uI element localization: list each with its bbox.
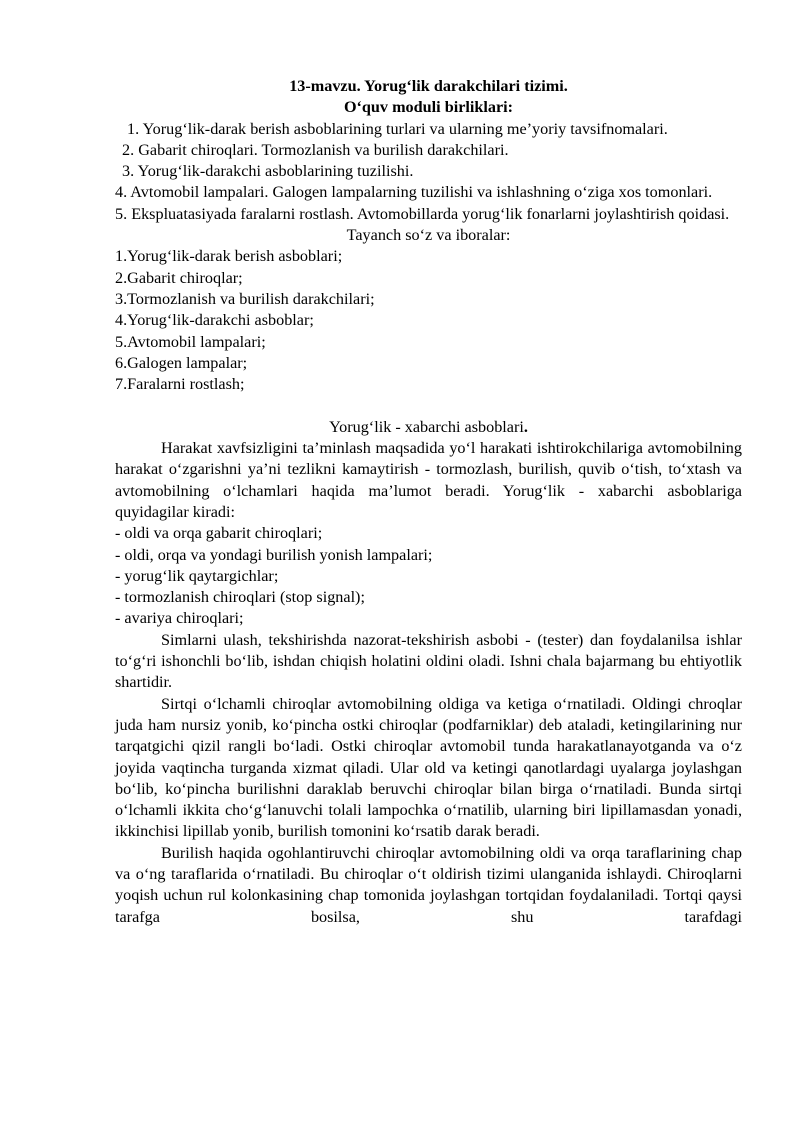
document-page (115, 76, 751, 928)
module-item-2: 2. Gabarit chiroqlari. Tormozlanish va burilish darakchilari. (118, 140, 509, 159)
keyword-item-7: 7.Faralarni rostlash; (115, 375, 245, 394)
paragraph-4: Burilish haqida ogohlantiruvchi chiroqlar avtomobilning oldi va orqa taraflarining chap va o‘ng taraflarida o‘rnatiladi. Bu chiroqlar o‘t oldirish tizimi ulanganida ishlaydi. Chiroqlarni yoqish uchun rul kolonkasining chap tomonida joylashgan tortqidan foydalaniladi. Tortqi qaysi tarafga bosilsa, shu tarafdagi (115, 843, 742, 926)
list-item-4: - tormozlanish chiroqlari (stop signal); (115, 588, 365, 607)
module-item-5: 5. Ekspluatasiyada faralarni rostlash. Avtomobillarda yorug‘lik fonarlarni joylashtirish qoidasi. (115, 204, 730, 223)
paragraph-2: Simlarni ulash, tekshirishda nazorat-tekshirish asbobi - (tester) dan foydalanilsa ishlar to‘g‘ri ishonchli bo‘lib, ishdan chiqish holatini oldini oladi. Ishni chala bajarmang bu ehtiyotlik shartidir. (115, 630, 751, 692)
list-item-1: - oldi va orqa gabarit chiroqlari; (115, 524, 323, 543)
module-item-3: 3. Yorug‘lik-darakchi asboblarining tuzilishi. (118, 162, 414, 181)
section-heading (115, 417, 742, 438)
paragraph-1: Harakat xavfsizligini ta’minlash maqsadida yo‘l harakati ishtirokchilariga avtomobilning harakat o‘zgarishni ya’ni tezlikni kamaytirish - tormozlash, burilish, quvib o‘tish, to‘xtash va avtomobilning o‘lchamlari haqida ma’lumot beradi. Yorug‘lik - xabarchi asboblariga quyidagilar kiradi: (115, 439, 742, 521)
keywords-heading: Tayanch so‘z va iboralar: (346, 226, 511, 245)
list-item-5: - avariya chiroqlari; (115, 609, 244, 628)
keyword-item-2: 2.Gabarit chiroqlar; (115, 268, 243, 287)
module-item-1: 1. Yorug‘lik-darak berish asboblarining turlari va ularning me’yoriy tavsifnomalari. (127, 119, 668, 138)
section-heading-text: Yorug‘lik - xabarchi asboblari (329, 417, 524, 436)
keyword-item-3: 3.Tormozlanish va burilish darakchilari; (115, 289, 375, 308)
keyword-item-6: 6.Galogen lampalar; (115, 353, 248, 372)
page-title: 13-mavzu. Yorug‘lik darakchilari tizimi. (289, 77, 568, 95)
module-item-4: 4. Avtomobil lampalari. Galogen lampalarning tuzilishi va ishlashning o‘ziga xos tomonlari. (115, 183, 713, 202)
section-heading-period: . (523, 417, 528, 436)
keyword-item-5: 5.Avtomobil lampalari; (115, 332, 266, 351)
paragraph-3: Sirtqi o‘lchamli chiroqlar avtomobilning oldiga va ketiga o‘rnatiladi. Oldingi chroqlar juda ham nursiz yonib, ko‘pincha ostki chiroqlar (podfarniklar) deb ataladi, ketingilarining nur tarqatgichi qizil rangli bo‘ladi. Ostki chiroqlar avtomobil tunda harakatlanayotganda va o‘z joyida vaqtincha turganda xizmat qiladi. Ular old va ketingi qanotlardagi uyalarga joylashgan bo‘lib, ko‘pincha burilishni daraklab beruvchi chiroqlar bilan birga o‘rnatiladi. Bunda sirtqi o‘lchamli ikkita cho‘g‘lanuvchi tolali lampochka o‘rnatilib, ularning biri lipillamasdan yonadi, ikkinchisi lipillab yonib, burilish tomonini ko‘rsatib darak beradi. (115, 694, 742, 841)
list-item-2: - oldi, orqa va yondagi burilish yonish lampalari; (115, 545, 433, 564)
module-units-heading: O‘quv moduli birliklari: (343, 98, 514, 117)
blank-line (115, 395, 742, 416)
list-item-3: - yorug‘lik qaytargichlar; (115, 566, 279, 585)
keyword-item-1: 1.Yorug‘lik-darak berish asboblari; (115, 247, 343, 266)
keyword-item-4: 4.Yorug‘lik-darakchi asboblar; (115, 311, 314, 330)
